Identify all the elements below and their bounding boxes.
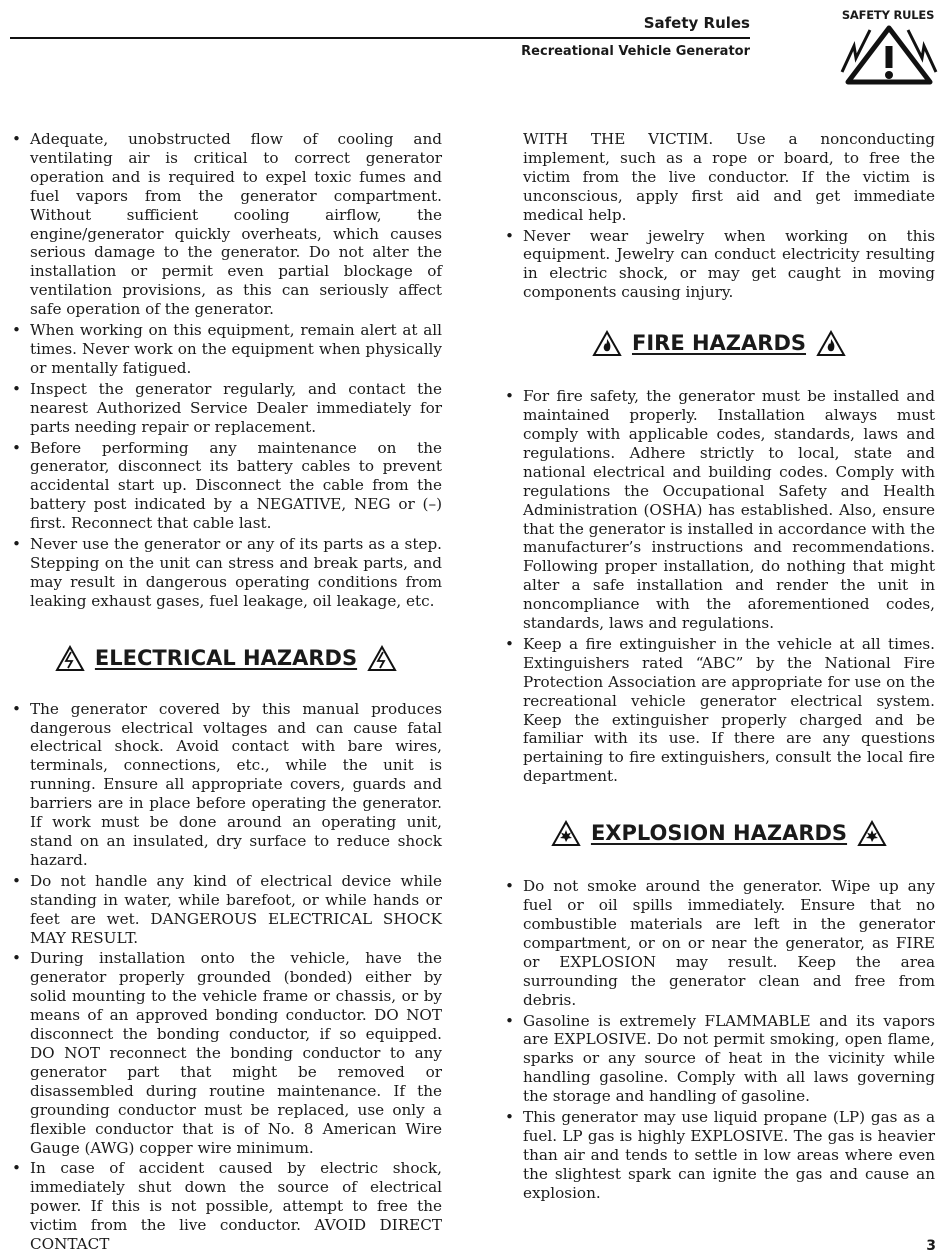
right-column: [503, 130, 935, 1205]
electrical-hazards-heading: [10, 645, 442, 672]
header-subtitle: Recreational Vehicle Generator: [521, 44, 750, 59]
fire-hazards-heading: [503, 330, 935, 357]
list-item: • Never use the generator or any of its parts as a step. Stepping on the unit can stress and break parts, and may result in dangerous operating conditions from leaking exhaust gases, fuel leakage, oil leakage, etc.: [10, 535, 442, 611]
explosion-hazards-title: EXPLOSION HAZARDS: [590, 821, 848, 846]
left-column: [10, 130, 442, 1256]
page-number: 3: [926, 1238, 936, 1254]
list-item: • Do not handle any kind of electrical device while standing in water, while barefoot, or while hands or feet are wet. DANGEROUS ELECTRICAL SHOCK MAY RESULT.: [10, 872, 442, 948]
explosion-hazards-heading: [503, 820, 935, 847]
list-item: • This generator may use liquid propane (LP) gas as a fuel. LP gas is highly EXPLOSIVE. The gas is heavier than air and tends to settle in low areas where even the slightest spark can ignite the gas and cause an explosion.: [503, 1108, 935, 1203]
list-item: • Inspect the generator regularly, and contact the nearest Authorized Service Dealer immediately for parts needing repair or replacement.: [10, 380, 442, 437]
explosion-warning-icon: [551, 820, 581, 847]
general-safety-list: [10, 130, 442, 611]
electrical-hazards-title: ELECTRICAL HAZARDS: [94, 645, 358, 670]
fire-warning-icon: [592, 330, 622, 357]
fire-warning-icon: [816, 330, 846, 357]
explosion-warning-icon: [857, 820, 887, 847]
list-item: • When working on this equipment, remain alert at all times. Never work on the equipment when physically or mentally fatigued.: [10, 321, 442, 378]
header-rule: [10, 37, 750, 39]
header-title: Safety Rules: [643, 14, 750, 32]
electrical-warning-icon: [367, 645, 397, 672]
electrical-warning-icon: [55, 645, 85, 672]
list-item: • The generator covered by this manual produces dangerous electrical voltages and can cause fatal electrical shock. Avoid contact with bare wires, terminals, connections, etc., while the unit is running. Ensure all appropriate covers, guards and barriers are in place before operating the generator. If work must be done around an operating unit, stand on an insulated, dry surface to reduce shock hazard.: [10, 700, 442, 870]
badge-label: SAFETY RULES: [841, 8, 935, 22]
list-item: • Gasoline is extremely FLAMMABLE and its vapors are EXPLOSIVE. Do not permit smoking, open flame, sparks or any source of heat in the vicinity while handling gasoline. Comply with all laws governing the storage and handling of gasoline.: [503, 1012, 935, 1107]
list-item: • For fire safety, the generator must be installed and maintained properly. Installation always must comply with applicable codes, standards, laws and regulations. Adhere strictly to local, state and national electrical and building codes. Comply with regulations the Occupational Safety and Health Administration (OSHA) has established. Also, ensure that the generator is installed in accordance with the manufacturer’s instructions and recommendations. Following proper installation, do nothing that might alter a safe installation and render the unit in noncompliance with the aforementioned codes, standards, laws and regulations.: [503, 387, 935, 633]
jewelry-list: [503, 227, 935, 303]
list-item: • Adequate, unobstructed flow of cooling and ventilating air is critical to correct generator operation and is required to expel toxic fumes and fuel vapors from the generator compartment. Without sufficient cooling airflow, the engine/generator quickly overheats, which causes serious damage to the generator. Do not alter the installation or permit even partial blockage of ventilation provisions, as this can seriously affect safe operation of the generator.: [10, 130, 442, 319]
lightning-warning-icon: [840, 24, 938, 86]
list-item: • Before performing any maintenance on the generator, disconnect its battery cables to prevent accidental start up. Disconnect the cable from the battery post indicated by a NEGATIVE, NEG or (–) first. Reconnect that cable last.: [10, 439, 442, 534]
list-item: • Never wear jewelry when working on this equipment. Jewelry can conduct electricity resulting in electric shock, or may get caught in moving components causing injury.: [503, 227, 935, 303]
continued-text: WITH THE VICTIM. Use a nonconducting implement, such as a rope or board, to free the victim from the live conductor. If the victim is unconscious, apply first aid and get immediate medical help.: [523, 130, 935, 224]
fire-hazards-list: [503, 387, 935, 786]
explosion-hazards-list: [503, 877, 935, 1202]
safety-rules-badge: [836, 8, 940, 88]
fire-hazards-title: FIRE HAZARDS: [631, 331, 807, 356]
electrical-hazards-list: [10, 700, 442, 1254]
list-item: • Do not smoke around the generator. Wipe up any fuel or oil spills immediately. Ensure that no combustible materials are left in the generator compartment, or on or near the generator, as FIRE or EXPLOSION may result. Keep the area surrounding the generator clean and free from debris.: [503, 877, 935, 1009]
list-item: • During installation onto the vehicle, have the generator properly grounded (bonded) either by solid mounting to the vehicle frame or chassis, or by means of an approved bonding conductor. DO NOT disconnect the bonding conductor, if so equipped. DO NOT reconnect the bonding conductor to any generator part that might be removed or disassembled during routine maintenance. If the grounding conductor must be replaced, use only a flexible conductor that is of No. 8 American Wire Gauge (AWG) copper wire minimum.: [10, 949, 442, 1157]
list-item: • In case of accident caused by electric shock, immediately shut down the source of electrical power. If this is not possible, attempt to free the victim from the live conductor. AVOID DIRECT CONTACT: [10, 1159, 442, 1254]
list-item: • Keep a fire extinguisher in the vehicle at all times. Extinguishers rated “ABC” by the National Fire Protection Association are appropriate for use on the recreational vehicle generator electrical system. Keep the extinguisher properly charged and be familiar with its use. If there are any questions pertaining to fire extinguishers, consult the local fire department.: [503, 635, 935, 786]
